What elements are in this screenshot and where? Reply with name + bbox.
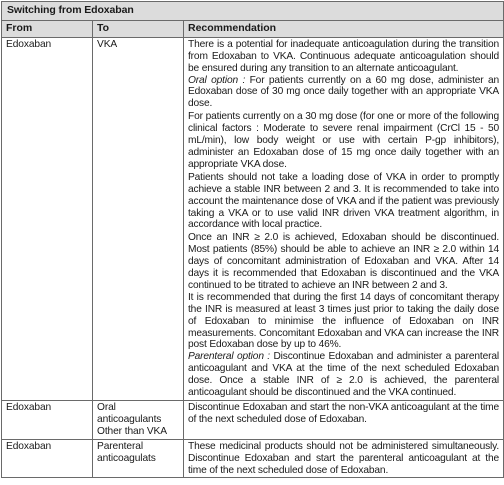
recommendation-paragraph	[188, 39, 499, 75]
to-cell: VKA	[93, 37, 184, 400]
recommendation-text: Patients should not take a loading dose of VKA in order to promptly achieve a stable INR between 2 and 3. It is recommended to take into account the maintenance dose of VKA and if the patient was previously taking a VKA or to use valid INR driven VKA treatment algorithm, in accordance with local practice.	[188, 171, 500, 231]
recommendation-text: It is recommended that during the first 14 days of concomitant therapy the INR is measured at least 3 times just prior to taking the daily dose of Edoxaban to minimise the influence of Edoxaban on INR measurements. Concomitant Edoxaban and VKA can increase the INR post Edoxaban dose by up to 46%.	[188, 291, 500, 351]
to-cell: Parenteral anticoagulats	[93, 439, 184, 478]
from-cell: Edoxaban	[2, 401, 93, 440]
parenteral-option-label: Parenteral option :	[188, 351, 274, 363]
recommendation-text: Discontinue Edoxaban and administer a parenteral anticoagulant and VKA at the time of the next scheduled Edoxaban dose. Once a stable INR of ≥ 2.0 is achieved, the parenteral anticoagulant should be discontinued and the VKA continued.	[188, 351, 500, 399]
recommendation-cell	[184, 401, 504, 440]
table-header-row	[2, 20, 504, 37]
switching-table	[1, 1, 504, 478]
recommendation-text: There is a potential for inadequate anticoagulation during the transition from Edoxaban to VKA. Continuous adequate anticoagulation should be ensured during any transition to an alternate anticoagulant.	[188, 38, 500, 74]
recommendation-text: For patients currently on a 30 mg dose (for one or more of the following clinical factors : Moderate to severe renal impairment (CrCl 15 - 50 mL/min), low body weight or use with certain P-gp inhibitors), administer an Edoxaban dose of 15 mg once daily together with an appropriate VKA dose.	[188, 111, 500, 170]
column-header-recommendation: Recommendation	[184, 20, 504, 37]
recommendation-paragraph	[188, 172, 499, 232]
recommendation-paragraph	[188, 75, 499, 111]
recommendation-paragraph	[188, 402, 499, 426]
table-row	[2, 37, 504, 400]
recommendation-text: Once an INR ≥ 2.0 is achieved, Edoxaban should be discontinued. Most patients (85%) should be able to achieve an INR ≥ 2.0 within 14 days of concomitant administration of Edoxaban and VKA. After 14 days it is recommended that Edoxaban is discontinued and the VKA continued to be titrated to achieve an INR between 2 and 3.	[188, 232, 500, 291]
recommendation-text: These medicinal products should not be administered simultaneously. Discontinue Edoxaban and start the parenteral anticoagulant at the time of the next scheduled dose of Edoxaban.	[188, 440, 500, 476]
to-cell: Oral anticoagulants Other than VKA	[93, 401, 184, 440]
table-title-row	[2, 2, 504, 21]
recommendation-cell	[184, 439, 504, 478]
column-header-to: To	[93, 20, 184, 37]
table-row	[2, 401, 504, 440]
recommendation-paragraph	[188, 111, 499, 171]
recommendation-paragraph	[188, 351, 499, 399]
recommendation-text: For patients currently on a 60 mg dose, administer an Edoxaban dose of 30 mg once daily together with an appropriate VKA dose.	[188, 74, 500, 110]
from-cell: Edoxaban	[2, 37, 93, 400]
table-row	[2, 439, 504, 478]
switching-table-container	[1, 1, 503, 478]
recommendation-paragraph	[188, 232, 499, 292]
oral-option-label: Oral option :	[188, 74, 250, 86]
column-header-from: From	[2, 20, 93, 37]
recommendation-text: Discontinue Edoxaban and start the non-VKA anticoagulant at the time of the next scheduled dose of Edoxaban.	[188, 402, 500, 425]
table-title: Switching from Edoxaban	[2, 2, 504, 21]
recommendation-cell	[184, 37, 504, 400]
from-cell: Edoxaban	[2, 439, 93, 478]
recommendation-paragraph	[188, 292, 499, 352]
recommendation-paragraph	[188, 441, 499, 477]
